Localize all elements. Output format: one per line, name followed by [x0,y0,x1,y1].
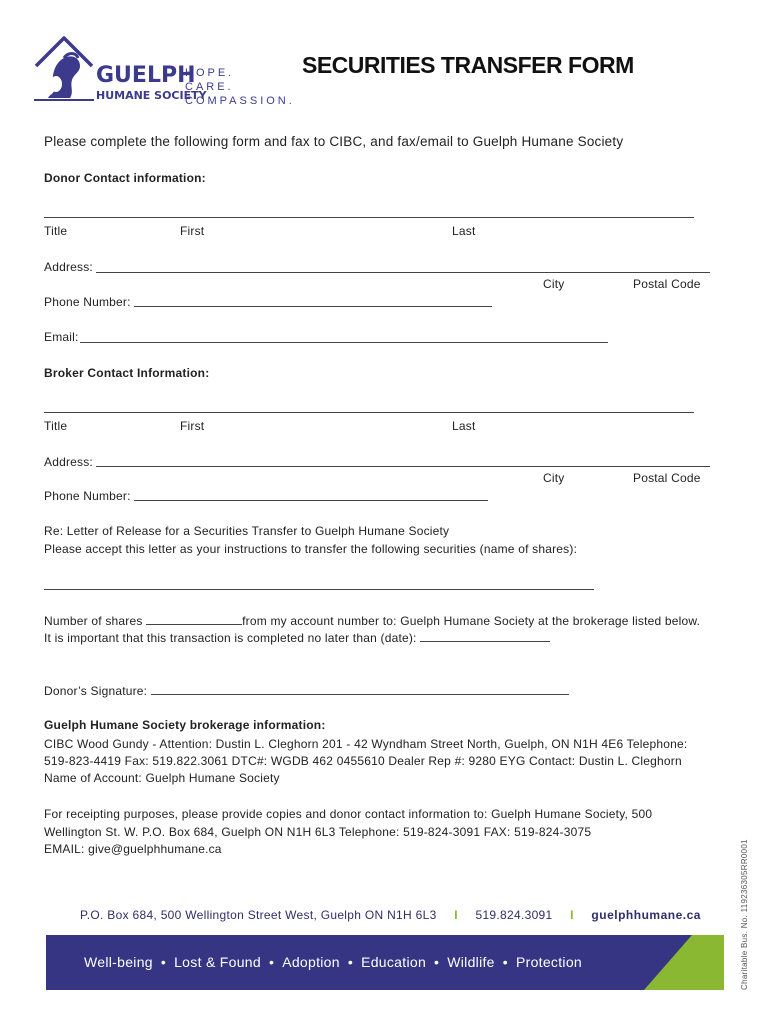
donor-address-label: Address: [44,260,93,274]
broker-title-label: Title [44,419,68,433]
broker-city-label: City [543,471,565,485]
donor-phone-label: Phone Number: [44,295,131,309]
donor-email-line[interactable] [80,342,608,343]
brokerage-heading: Guelph Humane Society brokerage information: [44,718,326,732]
shares-prefix: Number of shares [44,614,147,628]
brokerage-line-3: Name of Account: Guelph Humane Society [44,771,280,785]
donor-phone-line[interactable] [134,306,492,307]
logo-tagline [185,66,295,108]
donor-first-label: First [180,224,205,238]
band-item-adoption: Adoption [282,954,340,970]
receipt-line-2: Wellington St. W. P.O. Box 684, Guelph ON N1H 6L3 Telephone: 519-824-3091 FAX: 519-824-3075 [44,825,592,839]
broker-heading: Broker Contact Information: [44,366,210,380]
footer-contact [80,908,701,922]
tagline-care: CARE. [185,81,234,93]
band-item-wellbeing: Well-being [84,954,153,970]
broker-address-line[interactable] [96,466,710,467]
broker-phone-label: Phone Number: [44,489,131,503]
shares-input-line[interactable] [146,613,242,625]
bullet-icon: • [268,954,275,970]
signature-row [44,683,569,699]
deadline-row [44,630,550,646]
tagline-hope: HOPE. [185,67,235,79]
donor-name-line[interactable] [44,217,694,218]
shares-suffix: from my account number to: Guelph Humane Society at the brokerage listed below. [242,614,701,628]
footer-separator: I [570,908,574,922]
band-item-wildlife: Wildlife [447,954,495,970]
bullet-icon: • [434,954,440,970]
footer-address: P.O. Box 684, 500 Wellington Street West, Guelph ON N1H 6L3 [80,908,437,922]
donor-email-label: Email: [44,330,79,344]
shares-row [44,613,700,629]
broker-postal-label: Postal Code [633,471,701,485]
receipt-line-1: For receipting purposes, please provide copies and donor contact information to: Guelph Humane Society, 500 [44,807,653,821]
donor-address-line[interactable] [96,272,710,273]
brokerage-line-1: CIBC Wood Gundy - Attention: Dustin L. Cleghorn 201 - 42 Wyndham Street North, Guelph, ON N1H 4E6 Telephone: [44,737,688,751]
deadline-text: It is important that this transaction is completed no later than (date): [44,631,421,645]
securities-name-line[interactable] [44,589,594,590]
deadline-date-line[interactable] [420,630,550,642]
signature-label: Donor’s Signature: [44,684,151,698]
footer-band-accent [644,935,724,990]
receipt-email[interactable]: EMAIL: give@guelphhumane.ca [44,842,222,856]
charity-number: Charitable Bus. No. 119236305RR0001 [740,839,749,990]
broker-phone-line[interactable] [134,500,488,501]
logo-name: GUELPH [96,63,196,88]
broker-address-label: Address: [44,455,93,469]
band-item-protection: Protection [515,954,583,970]
bullet-icon: • [347,954,354,970]
footer-website[interactable]: guelphhumane.ca [591,908,701,922]
footer-phone: 519.824.3091 [475,908,553,922]
brokerage-line-2: 519-823-4419 Fax: 519.822.3061 DTC#: WGDB 462 0455610 Dealer Rep #: 9280 EYG Contact: Dustin L. Cleghorn [44,754,682,768]
page-title: SECURITIES TRANSFER FORM [302,52,634,78]
broker-last-label: Last [452,419,476,433]
donor-title-label: Title [44,224,68,238]
logo-subtitle: HUMANE SOCIETY [96,89,207,102]
letter-re: Re: Letter of Release for a Securities Transfer to Guelph Humane Society [44,524,450,538]
bullet-icon: • [160,954,167,970]
intro-text: Please complete the following form and fax to CIBC, and fax/email to Guelph Humane Society [44,134,624,149]
band-item-lost-found: Lost & Found [174,954,261,970]
donor-last-label: Last [452,224,476,238]
tagline-compassion: COMPASSION. [185,95,295,107]
donor-postal-label: Postal Code [633,277,701,291]
signature-line[interactable] [151,683,569,695]
bullet-icon: • [502,954,508,970]
donor-city-label: City [543,277,565,291]
letter-accept: Please accept this letter as your instructions to transfer the following securities (name of shares): [44,542,578,556]
broker-first-label: First [180,419,205,433]
footer-band [46,935,724,990]
footer-band-items [84,954,582,970]
donor-heading: Donor Contact information: [44,171,206,185]
band-item-education: Education [361,954,427,970]
broker-name-line[interactable] [44,412,694,413]
footer-separator: I [454,908,458,922]
